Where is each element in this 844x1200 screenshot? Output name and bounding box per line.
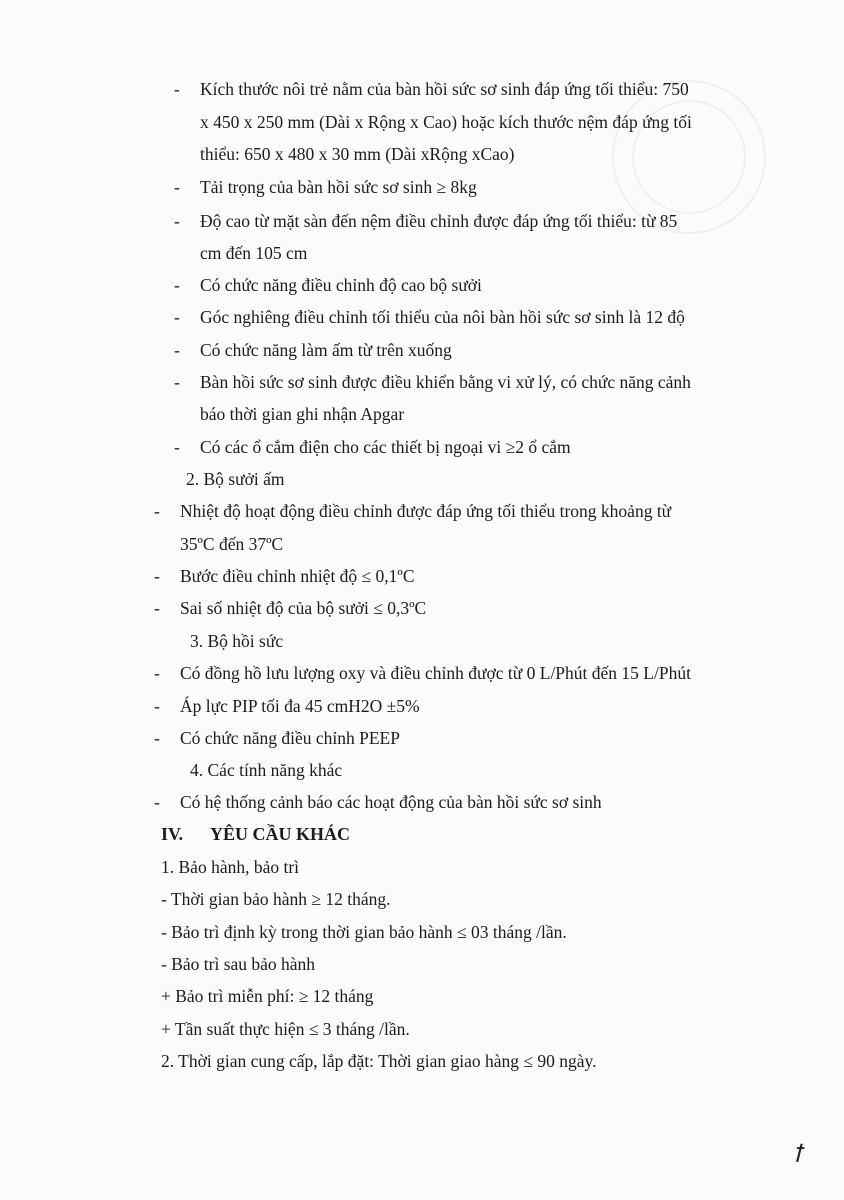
bullet-dash: - <box>174 437 180 457</box>
bullet-dash: - <box>174 275 180 295</box>
spec-line: Bước điều chỉnh nhiệt độ ≤ 0,1ºC <box>180 566 415 586</box>
requirement-line: + Tần suất thực hiện ≤ 3 tháng /lần. <box>161 1019 410 1039</box>
requirement-line: - Thời gian bảo hành ≥ 12 tháng. <box>161 889 391 909</box>
spec-line: Có chức năng làm ấm từ trên xuống <box>200 340 452 360</box>
requirement-line: - Bảo trì định kỳ trong thời gian bảo hành ≤ 03 tháng /lần. <box>161 922 567 942</box>
bullet-dash: - <box>154 566 160 586</box>
spec-line: Nhiệt độ hoạt động điều chỉnh được đáp ứng tối thiểu trong khoảng từ <box>180 501 672 521</box>
requirement-line: 1. Bảo hành, bảo trì <box>161 857 300 877</box>
spec-line: Có chức năng điều chỉnh PEEP <box>180 728 400 748</box>
spec-line: Kích thước nôi trẻ nằm của bàn hồi sức sơ sinh đáp ứng tối thiểu: 750 <box>200 79 689 99</box>
bullet-dash: - <box>174 177 180 197</box>
bullet-dash: - <box>154 501 160 521</box>
spec-line: báo thời gian ghi nhận Apgar <box>200 404 405 424</box>
bullet-dash: - <box>154 598 160 618</box>
subsection-title: 2. Bộ sưởi ấm <box>186 469 285 489</box>
spec-line: Có các ổ cắm điện cho các thiết bị ngoại vi ≥2 ổ cắm <box>200 437 571 457</box>
requirement-line: + Bảo trì miễn phí: ≥ 12 tháng <box>161 986 374 1006</box>
spec-line: Sai số nhiệt độ của bộ sưởi ≤ 0,3ºC <box>180 598 427 618</box>
spec-line: x 450 x 250 mm (Dài x Rộng x Cao) hoặc kích thước nệm đáp ứng tối <box>200 112 692 132</box>
bullet-dash: - <box>174 372 180 392</box>
subsection-title: 4. Các tính năng khác <box>190 760 343 780</box>
handwritten-initial: ꝉ <box>792 1142 803 1168</box>
bullet-dash: - <box>154 663 160 683</box>
bullet-dash: - <box>154 792 160 812</box>
spec-line: Bàn hồi sức sơ sinh được điều khiển bằng vi xử lý, có chức năng cảnh <box>200 372 691 392</box>
spec-line: Tải trọng của bàn hồi sức sơ sinh ≥ 8kg <box>200 177 477 197</box>
spec-line: Có chức năng điều chỉnh độ cao bộ sưởi <box>200 275 482 295</box>
bullet-dash: - <box>174 307 180 327</box>
spec-line: cm đến 105 cm <box>200 243 308 263</box>
bullet-dash: - <box>174 79 180 99</box>
spec-line: Có hệ thống cảnh báo các hoạt động của bàn hồi sức sơ sinh <box>180 792 602 812</box>
spec-line: 35ºC đến 37ºC <box>180 534 284 554</box>
bullet-dash: - <box>154 696 160 716</box>
spec-line: Áp lực PIP tối đa 45 cmH2O ±5% <box>180 696 420 716</box>
spec-line: thiểu: 650 x 480 x 30 mm (Dài xRộng xCao) <box>200 144 515 164</box>
bullet-dash: - <box>154 728 160 748</box>
subsection-title: 3. Bộ hồi sức <box>190 631 284 651</box>
requirement-line: 2. Thời gian cung cấp, lắp đặt: Thời gian giao hàng ≤ 90 ngày. <box>161 1051 597 1071</box>
bullet-dash: - <box>174 340 180 360</box>
spec-line: Góc nghiêng điều chỉnh tối thiểu của nôi bàn hồi sức sơ sinh là 12 độ <box>200 307 685 327</box>
spec-line: Độ cao từ mặt sàn đến nệm điều chỉnh được đáp ứng tối thiểu: từ 85 <box>200 211 678 231</box>
section-title: YÊU CẦU KHÁC <box>210 824 351 844</box>
requirement-line: - Bảo trì sau bảo hành <box>161 954 316 974</box>
bullet-dash: - <box>174 211 180 231</box>
spec-line: Có đồng hồ lưu lượng oxy và điều chỉnh được từ 0 L/Phút đến 15 L/Phút <box>180 663 691 683</box>
section-number: IV. <box>161 824 184 844</box>
